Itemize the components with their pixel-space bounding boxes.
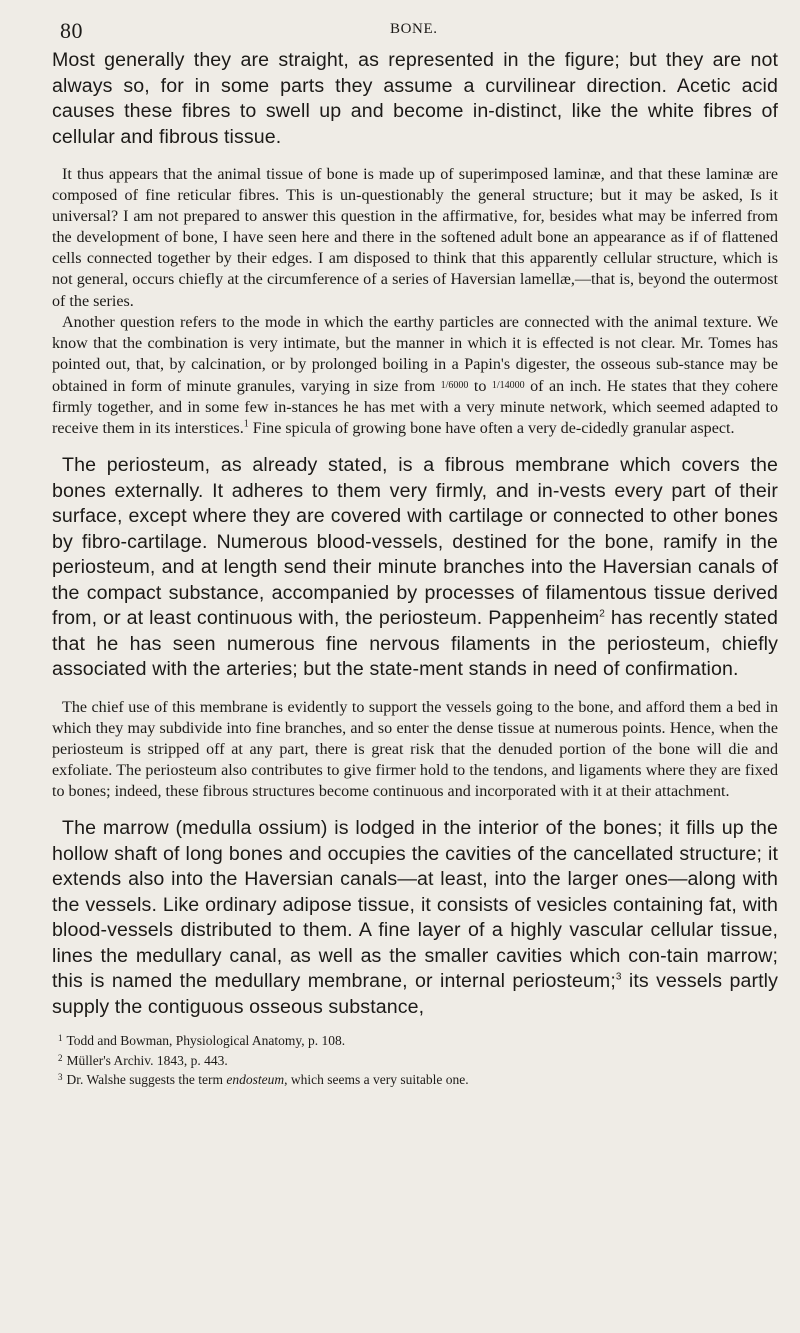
footnote-ref-1: 1 (243, 418, 249, 430)
footnote-text: Todd and Bowman, Physiological Anatomy, p. 108. (66, 1033, 346, 1049)
paragraph-earthy-to: to (468, 377, 492, 395)
paragraph-periosteum-text-b: has recently stated that he has seen numerous fine nervous filaments in the periosteum, chiefly associated with the arteries; but the state-ment stands in need of confirmation. (52, 607, 778, 681)
footnote-ref-3: 3 (615, 971, 622, 983)
paragraph-earthy-text-b: of an inch. He states that they cohere firmly together, and in some few in-stances he has met with a very minute network, which seemed adapted to receive them in its interstices. (52, 377, 778, 438)
footnote-ref-2: 2 (599, 608, 605, 620)
fraction-14000: 1/14000 (491, 379, 525, 391)
footnote-text-before: Dr. Walshe suggests the term (66, 1072, 227, 1088)
paragraph-earthy-text-c: Fine spicula of growing bone have often a very de-cidedly granular aspect. (248, 420, 735, 438)
fraction-6000: 1/6000 (440, 379, 469, 391)
paragraph-earthy-text-a: Another question refers to the mode in which the earthy particles are connected with the animal texture. We know that the combination is very intimate, but the manner in which it is effected is not clear. Mr. Tomes has pointed out, that, by calcination, or by prolonged boiling in a Papin's digester, the osseous sub-stance may be obtained in form of minute granules, varying in size from (52, 313, 778, 395)
paragraph-periosteum (52, 453, 778, 683)
footnote-mark: 2 (58, 1052, 63, 1063)
footnote-mark: 1 (58, 1033, 63, 1044)
footnote-3 (52, 1069, 778, 1089)
footnotes (52, 1030, 778, 1089)
footnote-mark: 3 (58, 1072, 63, 1083)
footnote-text: Müller's Archiv. 1843, p. 443. (66, 1052, 228, 1068)
paragraph-fibres: Most generally they are straight, as represented in the figure; but they are not always so, for in some parts they assume a curvilinear direction. Acetic acid causes these fibres to swell up and become in-distinct, like the white fibres of cellular and fibrous tissue. (52, 49, 778, 148)
running-head (52, 18, 778, 48)
paragraph-marrow-text-a: The marrow (medulla ossium) is lodged in the interior of the bones; it fills up the hollow shaft of long bones and occupies the cavities of the cancellated structure; it extends also into the Haversian canals—at least, into the larger ones—along with the vessels. Like ordinary adipose tissue, it consists of vesicles containing fat, with blood-vessels distributed to them. A fine layer of a highly vascular cellular tissue, lines the medullary canal, as well as the smaller cavities which con-tain marrow; this is named the medullary membrane, or internal periosteum; (52, 817, 778, 993)
paragraph-marrow (52, 816, 778, 1020)
page-number: 80 (60, 18, 83, 43)
footnote-2 (52, 1050, 778, 1070)
footnote-text-after: , which seems a very suitable one. (284, 1072, 469, 1088)
paragraph-marrow-text-b: its vessels partly supply the contiguous osseous substance, (52, 970, 778, 1018)
running-title: BONE. (390, 21, 438, 37)
paragraph-laminae: It thus appears that the animal tissue of bone is made up of superimposed laminæ, and that these laminæ are composed of fine reticular fibres. This is un-questionably the general structure; but it may be asked, Is it universal? I am not prepared to answer this question in the affirmative, for, besides what may be inferred from the development of bone, I have seen here and there in the softened adult bone an appearance as if of flattened cells connected together by their edges. I am disposed to think that this apparently cellular structure, which is not general, occurs chiefly at the circumference of a series of Haversian lamellæ,—that is, beyond the outermost of the series. (52, 166, 778, 310)
paragraph-periosteum-text-a: The periosteum, as already stated, is a fibrous membrane which covers the bones externally. It adheres to them very firmly, and in-vests every part of their surface, except where they are covered with cartilage or connected to other bones by fibro-cartilage. Numerous blood-vessels, destined for the bone, ramify in the periosteum, and at length send their minute branches into the Haversian canals of the compact substance, accompanied by processes of filamentous tissue derived from, or at least continuous with, the periosteum. Pappenheim (52, 454, 778, 630)
footnote-term: endosteum (226, 1072, 285, 1088)
paragraph-earthy-particles (52, 312, 778, 440)
paragraph-membrane-use: The chief use of this membrane is evidently to support the vessels going to the bone, and afford them a bed in which they may subdivide into fine branches, and so enter the dense tissue at numerous points. Hence, when the periosteum is stripped off at any part, there is great risk that the denuded portion of the bone will die and exfoliate. The periosteum also contributes to give firmer hold to the tendons, and ligaments where they are fixed to bones; indeed, these fibrous structures become continuous and incorporated with it at their attachment. (52, 698, 778, 801)
footnote-1 (52, 1030, 778, 1050)
